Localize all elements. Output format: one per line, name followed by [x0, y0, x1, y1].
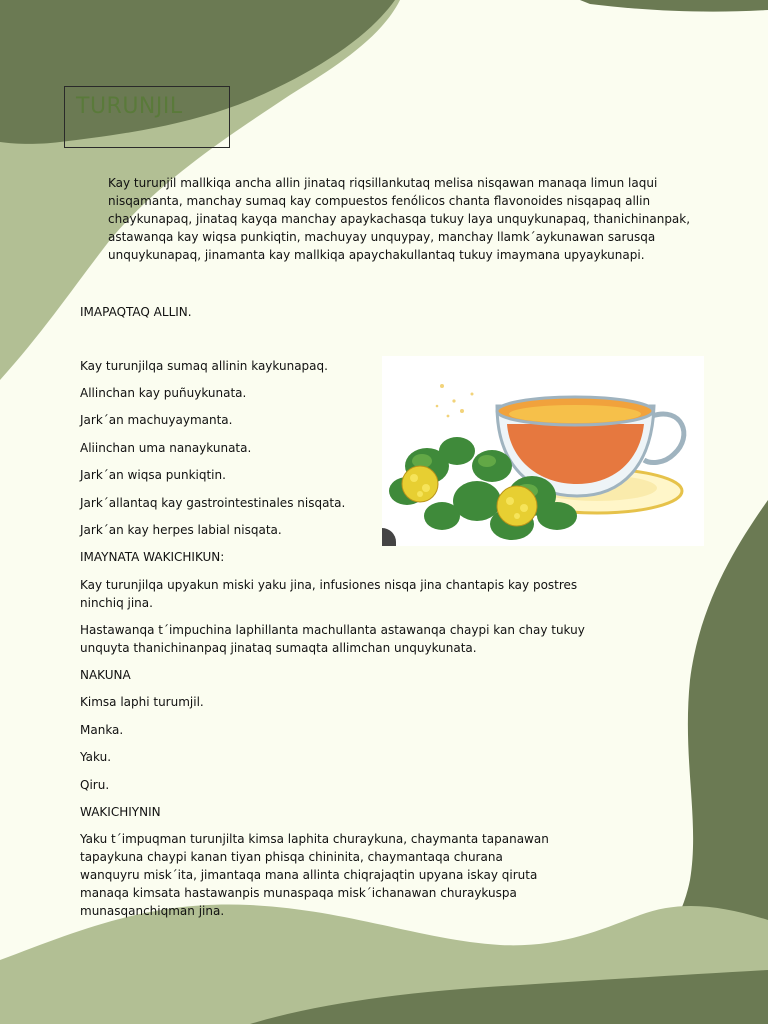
dark-green-top-right-shape: [580, 0, 768, 12]
list-item: Jark´allantaq kay gastrointestinales nisqata.: [80, 496, 346, 510]
page-title: TURUNJIL: [76, 94, 183, 119]
list-item: Manka.: [80, 723, 124, 737]
section-heading-ingredients: NAKUNA: [80, 668, 131, 682]
list-item: Kay turunjilqa sumaq allinin kaykunapaq.: [80, 359, 328, 373]
list-item: Jark´an machuyaymanta.: [80, 413, 233, 427]
list-item: Allinchan kay puñuykunata.: [80, 386, 247, 400]
method-paragraph: Yaku t´impuqman turunjilta kimsa laphita churaykuna, chaymanta tapanawan tapaykuna chaypi kanan tiyan phisqa chininita, chaymantaqa churana wanquyru misk´ita, jimantaqa mana allinta chiqrajaqtin upyana iskay qiruta manaqa kimsata hastawanpis munaspaqa misk´ichanawan churaykuspa munasqanchiqman jina.: [80, 832, 549, 918]
list-item: Jark´an kay herpes labial nisqata.: [80, 523, 282, 537]
list-item: Yaku.: [80, 750, 112, 764]
corner-mark: [382, 528, 396, 546]
tea-illustration: [382, 356, 704, 546]
list-item: Kimsa laphi turumjil.: [80, 695, 204, 709]
section-heading-preparation: IMAYNATA WAKICHIKUN:: [80, 550, 225, 564]
list-item: Aliinchan uma nanaykunata.: [80, 441, 252, 455]
preparation-paragraph-1: Kay turunjilqa upyakun miski yaku jina, infusiones nisqa jina chantapis kay postres ninchiq jina.: [80, 578, 578, 610]
list-item: Jark´an wiqsa punkiqtin.: [80, 468, 226, 482]
intro-paragraph: Kay turunjil mallkiqa ancha allin jinataq riqsillankutaq melisa nisqawan manaqa limun laqui nisqamanta, manchay sumaq kay compuestos fenólicos chanta flavonoides nisqapaq allin chaykunapaq, jinataq kayqa manchay apaykachasqa tukuy laya unquykunapaq, thanichinanpak, astawanqa kay wiqsa punkiqtin, machuyay unquypay, manchay llamk´aykunawan sarusqa unquykunapaq, jinamanta kay mallkiqa apaychakullantaq tukuy imaymana upyaykunapi.: [108, 176, 691, 262]
sparkles-decoration: [436, 384, 474, 417]
section-heading-method: WAKICHIYNIN: [80, 805, 161, 819]
section-heading-uses: IMAPAQTAQ ALLIN.: [80, 305, 192, 319]
preparation-paragraph-2: Hastawanqa t´impuchina laphillanta machullanta astawanqa chaypi kan chay tukuy unquyta thanichinanpaq jinataq sumaqta allimchan unquykunata.: [80, 623, 585, 655]
list-item: Qiru.: [80, 778, 110, 792]
